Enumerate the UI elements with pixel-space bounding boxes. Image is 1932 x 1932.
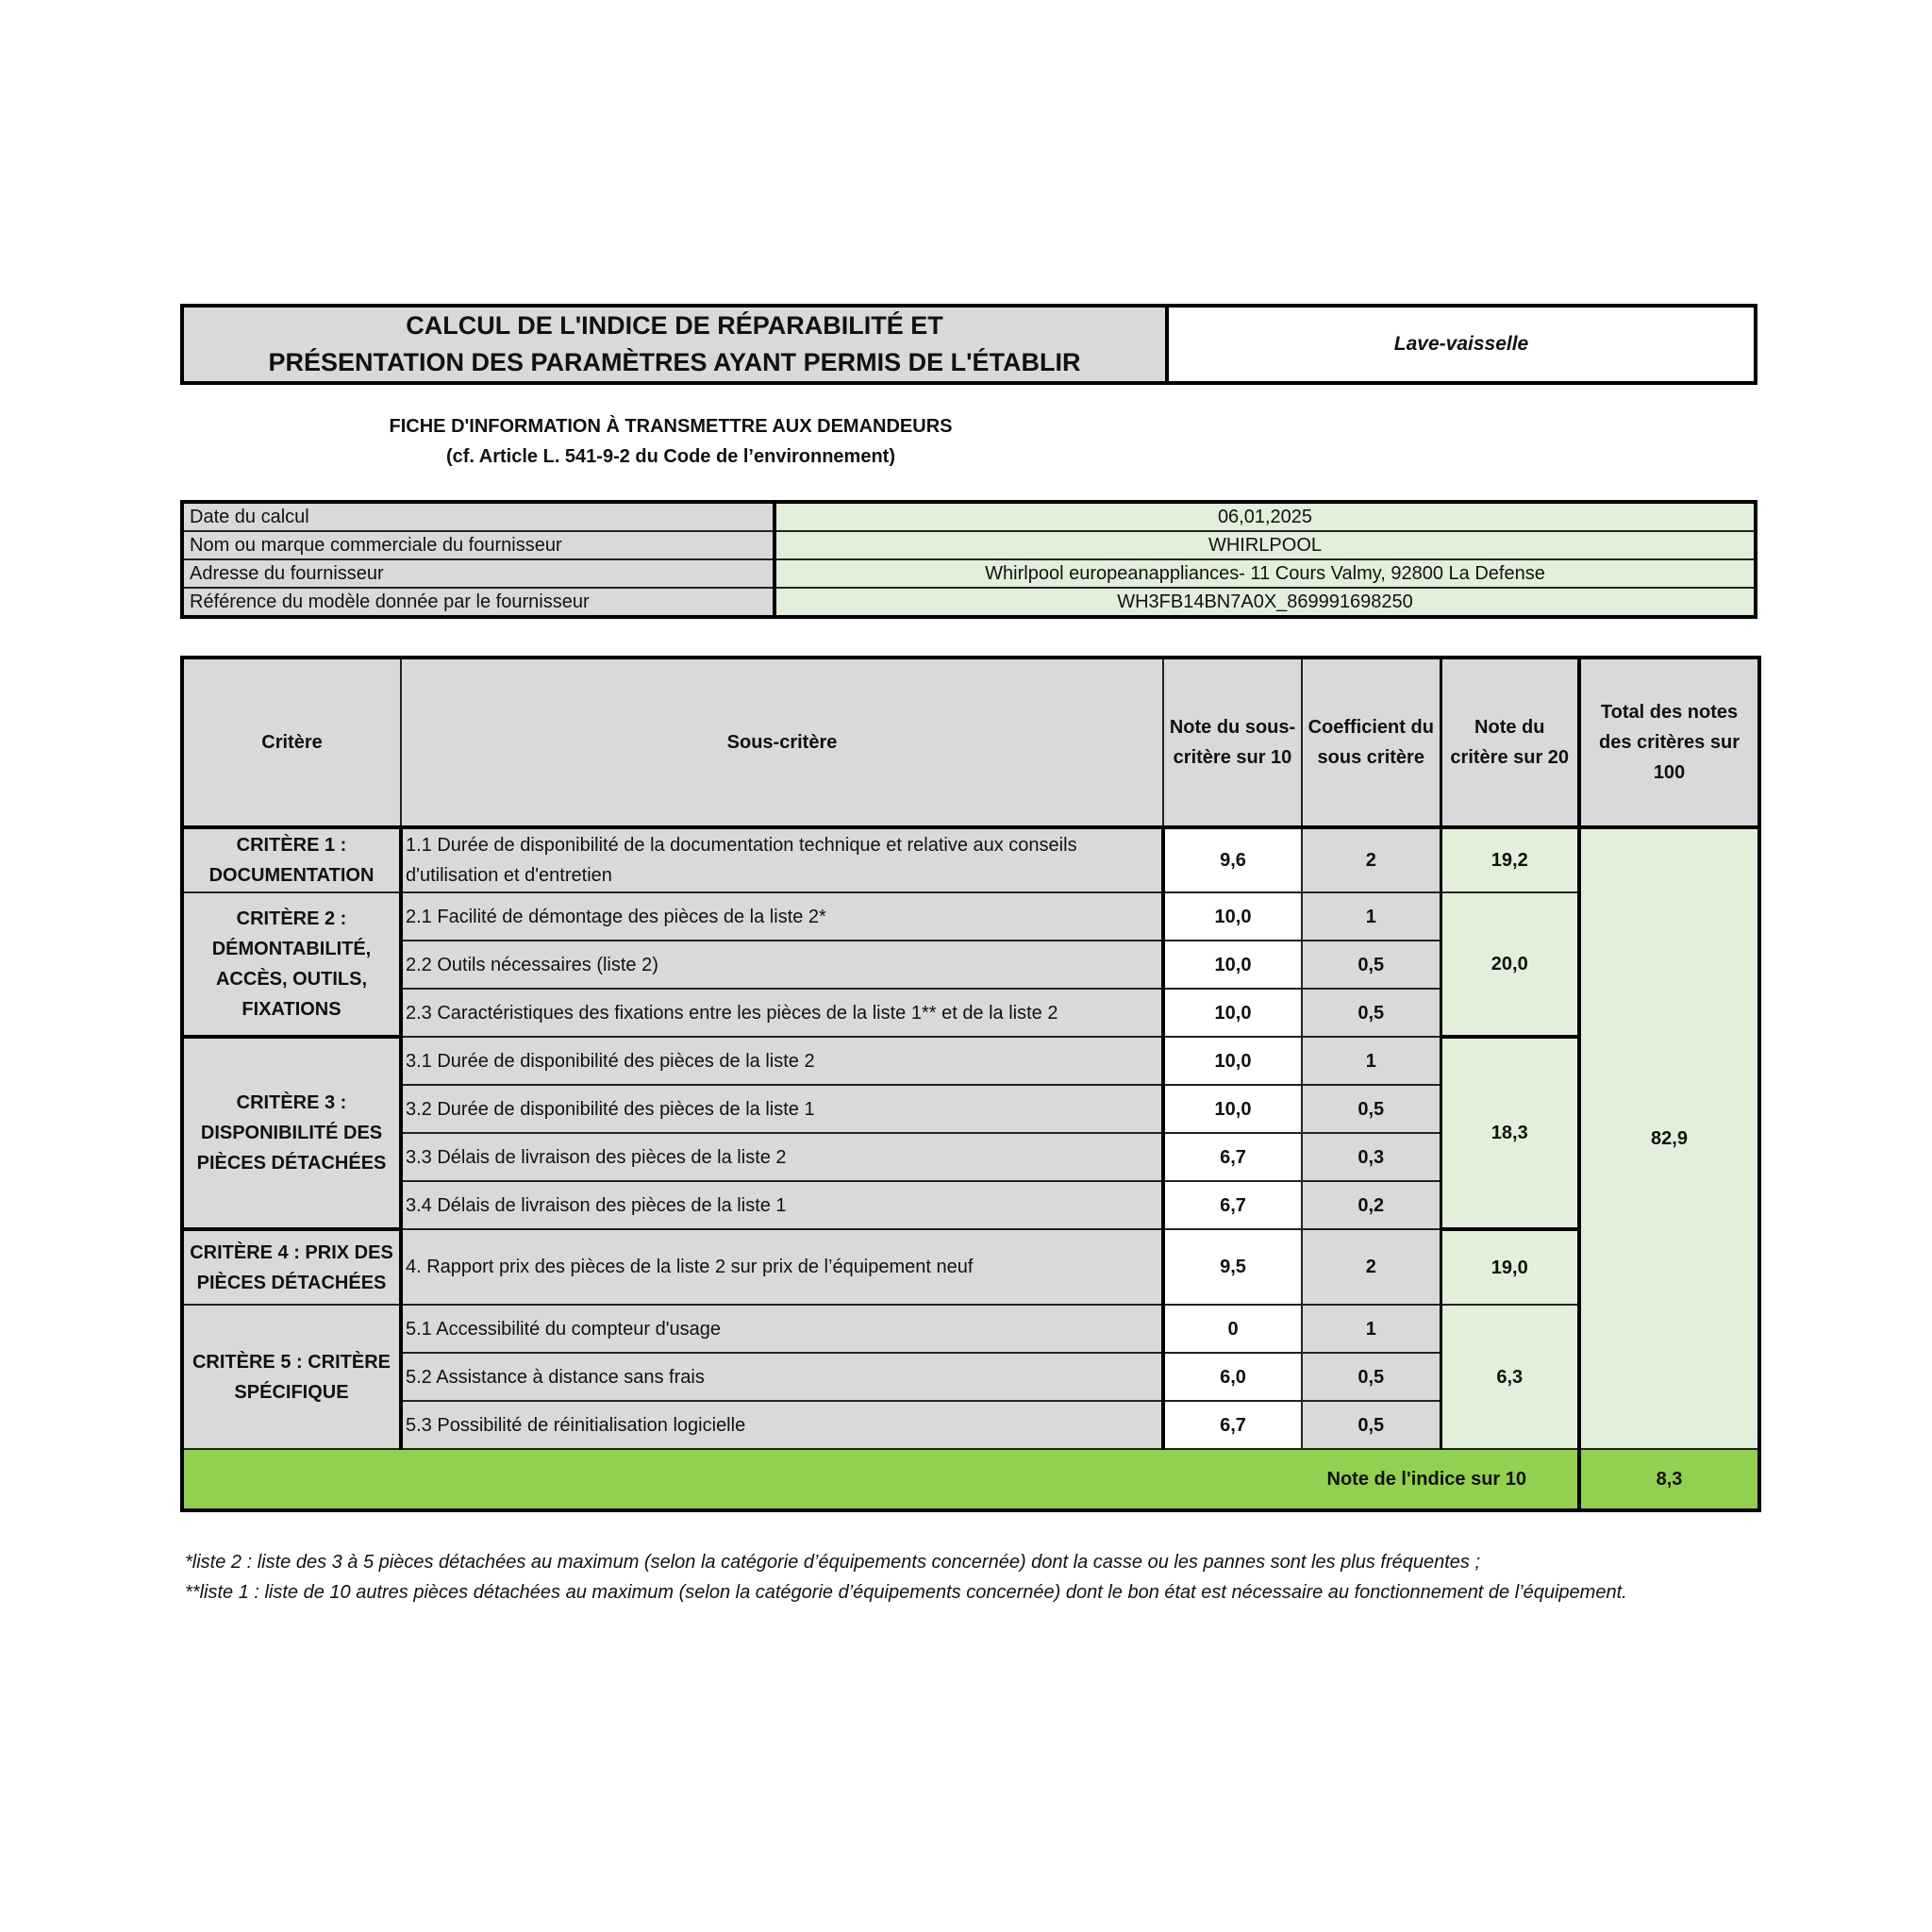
header-sub-criterion: Sous-critère [401,658,1163,827]
sub-criterion-coef: 1 [1302,892,1441,941]
footnotes [185,1547,1770,1607]
sub-criterion-coef: 0,3 [1302,1133,1441,1181]
sub-criterion-coef: 0,2 [1302,1181,1441,1229]
criterion-5-score: 6,3 [1441,1305,1579,1449]
sub-criterion-label: 2.3 Caractéristiques des fixations entre les pièces de la liste 1** et de la liste 2 [401,989,1163,1037]
footnote-list-1: **liste 1 : liste de 10 autres pièces détachées au maximum (selon la catégorie d’équipements concernée) dont le bon état est nécessaire au fonctionnement de l’équipement. [185,1582,1627,1603]
info-label: Nom ou marque commerciale du fournisseur [182,531,774,559]
criterion-4-score: 19,0 [1441,1229,1579,1305]
table-header-row [182,658,1759,827]
table-row [182,892,1759,941]
product-type: Lave-vaisselle [1169,308,1754,381]
sub-criterion-coef: 2 [1302,827,1441,892]
criterion-1-score: 19,2 [1441,827,1579,892]
title-header [180,304,1757,385]
sub-criterion-coef: 1 [1302,1037,1441,1085]
sub-criterion-label: 5.3 Possibilité de réinitialisation logicielle [401,1401,1163,1449]
criterion-5-label: CRITÈRE 5 : CRITÈRE SPÉCIFIQUE [182,1305,401,1449]
info-row [182,559,1756,588]
sub-criterion-label: 3.2 Durée de disponibilité des pièces de la liste 1 [401,1085,1163,1133]
sub-criterion-label: 3.1 Durée de disponibilité des pièces de la liste 2 [401,1037,1163,1085]
sub-criterion-note: 6,0 [1163,1353,1302,1401]
sub-criterion-coef: 0,5 [1302,989,1441,1037]
info-row [182,588,1756,617]
info-value: WH3FB14BN7A0X_869991698250 [774,588,1756,617]
table-row [182,827,1759,892]
subtitle-line-1: FICHE D'INFORMATION À TRANSMETTRE AUX DEMANDEURS [389,416,953,437]
sub-criterion-note: 9,5 [1163,1229,1302,1305]
supplier-info-table [180,500,1757,619]
table-row [182,1229,1759,1305]
sub-criterion-coef: 0,5 [1302,1085,1441,1133]
sub-criterion-label: 1.1 Durée de disponibilité de la documentation technique et relative aux conseils d'utilisation et d'entretien [401,827,1163,892]
final-score-label: Note de l'indice sur 10 [182,1449,1579,1510]
header-coef: Coefficient du sous critère [1302,658,1441,827]
sub-criterion-note: 6,7 [1163,1133,1302,1181]
table-row [182,1037,1759,1085]
header-note10: Note du sous-critère sur 10 [1163,658,1302,827]
sub-criterion-coef: 0,5 [1302,941,1441,989]
title-line-1: CALCUL DE L'INDICE DE RÉPARABILITÉ ET [406,311,943,340]
sub-criterion-note: 10,0 [1163,1037,1302,1085]
footnote-list-2: *liste 2 : liste des 3 à 5 pièces détachées au maximum (selon la catégorie d’équipements concernée) dont la casse ou les pannes sont les plus fréquentes ; [185,1552,1481,1573]
sub-criterion-label: 2.1 Facilité de démontage des pièces de la liste 2* [401,892,1163,941]
criterion-1-label: CRITÈRE 1 : DOCUMENTATION [182,827,401,892]
table-row [182,1305,1759,1353]
info-label: Référence du modèle donnée par le fournisseur [182,588,774,617]
sub-criterion-coef: 0,5 [1302,1401,1441,1449]
sub-criterion-coef: 1 [1302,1305,1441,1353]
sub-criterion-note: 10,0 [1163,989,1302,1037]
criterion-4-label: CRITÈRE 4 : PRIX DES PIÈCES DÉTACHÉES [182,1229,401,1305]
sub-criterion-label: 5.2 Assistance à distance sans frais [401,1353,1163,1401]
sub-criterion-note: 10,0 [1163,1085,1302,1133]
final-score-value: 8,3 [1579,1449,1759,1510]
sub-criterion-label: 5.1 Accessibilité du compteur d'usage [401,1305,1163,1353]
final-score-row [182,1449,1759,1510]
document-title [184,308,1169,381]
info-value: Whirlpool europeanappliances- 11 Cours Valmy, 92800 La Defense [774,559,1756,588]
header-total100: Total des notes des critères sur 100 [1579,658,1759,827]
criterion-2-label: CRITÈRE 2 : DÉMONTABILITÉ, ACCÈS, OUTILS, FIXATIONS [182,892,401,1037]
criterion-3-label: CRITÈRE 3 : DISPONIBILITÉ DES PIÈCES DÉTACHÉES [182,1037,401,1229]
info-row [182,502,1756,531]
info-row [182,531,1756,559]
header-note20: Note du critère sur 20 [1441,658,1579,827]
sub-criterion-label: 3.4 Délais de livraison des pièces de la liste 1 [401,1181,1163,1229]
sub-criterion-label: 3.3 Délais de livraison des pièces de la liste 2 [401,1133,1163,1181]
sub-criterion-note: 9,6 [1163,827,1302,892]
sub-criterion-coef: 2 [1302,1229,1441,1305]
subtitle [180,411,1161,472]
info-label: Date du calcul [182,502,774,531]
sub-criterion-note: 0 [1163,1305,1302,1353]
criterion-3-score: 18,3 [1441,1037,1579,1229]
sub-criterion-label: 2.2 Outils nécessaires (liste 2) [401,941,1163,989]
title-line-2: PRÉSENTATION DES PARAMÈTRES AYANT PERMIS DE L'ÉTABLIR [268,348,1081,376]
subtitle-line-2: (cf. Article L. 541-9-2 du Code de l’environnement) [445,446,895,467]
info-label: Adresse du fournisseur [182,559,774,588]
info-value: WHIRLPOOL [774,531,1756,559]
sub-criterion-note: 6,7 [1163,1401,1302,1449]
header-criterion: Critère [182,658,401,827]
sub-criterion-note: 10,0 [1163,941,1302,989]
sub-criterion-note: 6,7 [1163,1181,1302,1229]
sub-criterion-coef: 0,5 [1302,1353,1441,1401]
sub-criterion-label: 4. Rapport prix des pièces de la liste 2 sur prix de l’équipement neuf [401,1229,1163,1305]
total-score-100: 82,9 [1579,827,1759,1449]
sub-criterion-note: 10,0 [1163,892,1302,941]
repairability-score-table [180,656,1761,1512]
criterion-2-score: 20,0 [1441,892,1579,1037]
info-value: 06,01,2025 [774,502,1756,531]
